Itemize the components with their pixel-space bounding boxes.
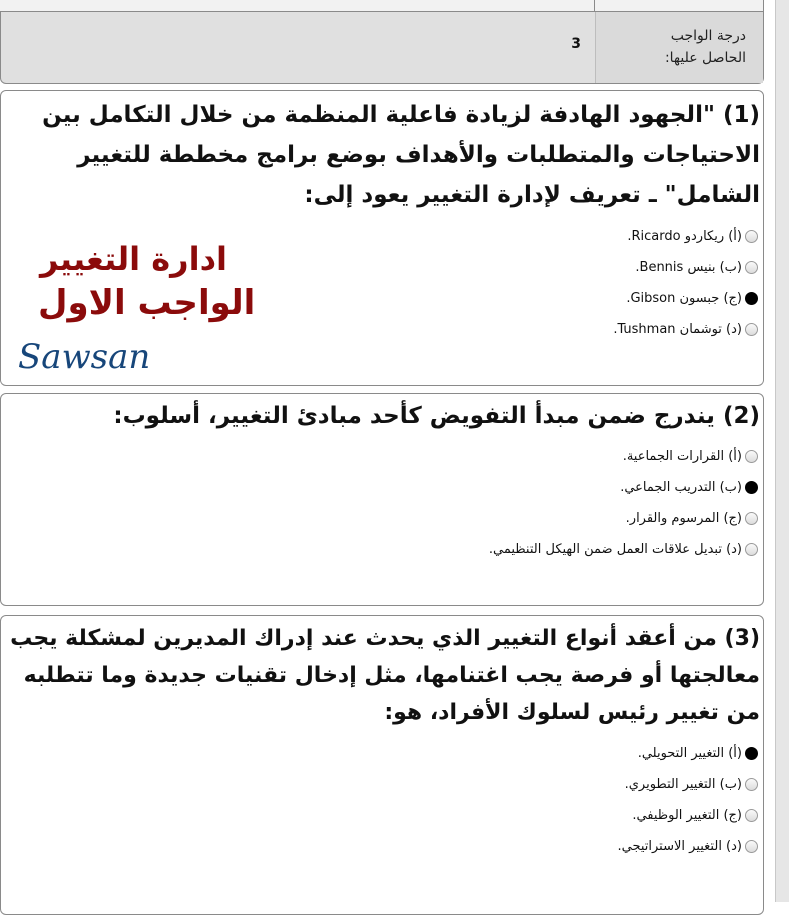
option-label: (د) توشمان Tushman.	[613, 322, 742, 337]
radio-button-selected[interactable]	[745, 747, 758, 760]
overlay-title: ادارة التغيير	[40, 240, 227, 278]
option-1a[interactable]	[613, 221, 758, 252]
option-3a[interactable]	[617, 738, 758, 769]
option-label: (أ) التغيير التحويلي.	[637, 746, 742, 761]
options-group-3	[617, 738, 758, 862]
radio-button[interactable]	[745, 230, 758, 243]
radio-button[interactable]	[745, 778, 758, 791]
grade-label	[596, 25, 746, 69]
radio-button[interactable]	[745, 512, 758, 525]
option-label: (ج) التغيير الوظيفي.	[632, 808, 742, 823]
option-3c[interactable]	[617, 800, 758, 831]
overlay-subtitle: الواجب الاول	[38, 283, 256, 323]
options-group-2	[489, 441, 758, 565]
option-label: (أ) ريكاردو Ricardo.	[627, 229, 742, 244]
grade-value: 3	[571, 36, 581, 52]
column-divider	[594, 0, 595, 12]
scrollbar[interactable]	[775, 0, 789, 902]
option-label: (ب) التغيير التطويري.	[624, 777, 742, 792]
option-label: (ج) جبسون Gibson.	[626, 291, 742, 306]
option-1b[interactable]	[613, 252, 758, 283]
option-1c[interactable]	[613, 283, 758, 314]
option-label: (ب) التدريب الجماعي.	[620, 480, 742, 495]
radio-button[interactable]	[745, 840, 758, 853]
option-label: (د) تبديل علاقات العمل ضمن الهيكل التنظيمي.	[488, 542, 742, 557]
option-label: (د) التغيير الاستراتيجي.	[617, 839, 742, 854]
top-table-strip	[0, 0, 764, 12]
option-2c[interactable]	[489, 503, 758, 534]
grade-label-cell	[595, 12, 763, 83]
question-text-3: (3) من أعقد أنواع التغيير الذي يحدث عند إدراك المديرين لمشكلة يجب معالجتها أو فرصة يجب اغتنامها، مثل إدخال تقنيات جديدة وما تتطلبه من تغيير رئيس لسلوك الأفراد، هو:	[10, 626, 760, 725]
radio-button[interactable]	[745, 809, 758, 822]
question-card-3	[0, 615, 764, 915]
option-label: (ب) بنيس Bennis.	[635, 260, 742, 275]
option-2a[interactable]	[489, 441, 758, 472]
option-2d[interactable]	[489, 534, 758, 565]
option-1d[interactable]	[613, 314, 758, 345]
radio-button-selected[interactable]	[745, 481, 758, 494]
question-text-1: (1) "الجهود الهادفة لزيادة فاعلية المنظمة من خلال التكامل بين الاحتياجات والمتطلبات والأهداف بوضع برامج مخططة للتغيير الشامل" ـ تعريف لإدارة التغيير يعود إلى:	[42, 102, 760, 208]
option-label: (أ) القرارات الجماعية.	[622, 449, 742, 464]
option-3d[interactable]	[617, 831, 758, 862]
grade-label-line1: درجة الواجب	[670, 28, 746, 44]
grade-summary	[0, 12, 764, 84]
option-label: (ج) المرسوم والقرار.	[625, 511, 742, 526]
grade-label-line2: الحاصل عليها:	[664, 50, 746, 66]
radio-button-selected[interactable]	[745, 292, 758, 305]
question-text-2: (2) يندرج ضمن مبدأ التفويض كأحد مبادئ التغيير، أسلوب:	[113, 403, 760, 429]
options-group-1	[613, 221, 758, 345]
option-3b[interactable]	[617, 769, 758, 800]
option-2b[interactable]	[489, 472, 758, 503]
question-card-2	[0, 393, 764, 606]
radio-button[interactable]	[745, 261, 758, 274]
radio-button[interactable]	[745, 543, 758, 556]
radio-button[interactable]	[745, 323, 758, 336]
signature: Sawsan	[18, 337, 151, 377]
radio-button[interactable]	[745, 450, 758, 463]
